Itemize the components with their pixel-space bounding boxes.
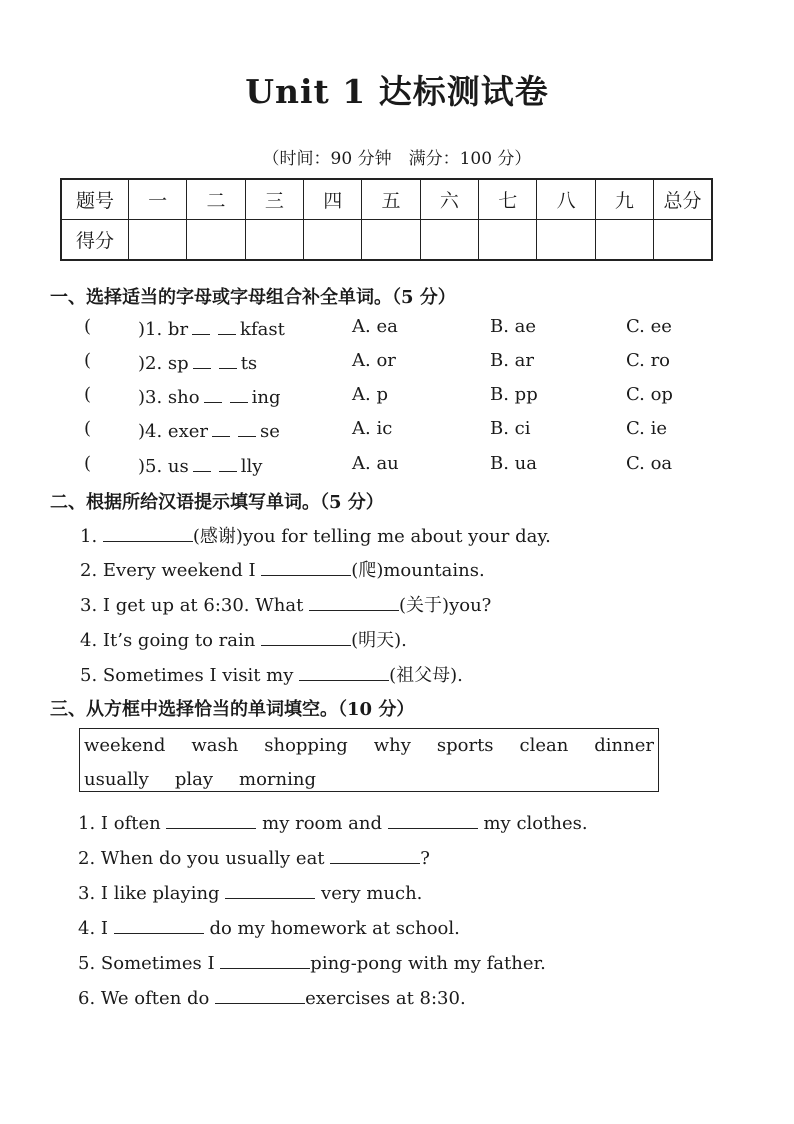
score-input-cell[interactable] (537, 220, 595, 261)
score-table-cell: 二 (187, 179, 245, 220)
word-blank[interactable] (309, 592, 399, 611)
word-bank-word: sports (436, 735, 494, 756)
score-table-cell: 九 (595, 179, 653, 220)
option-a: A. au (352, 453, 399, 474)
option-b: B. ua (490, 453, 537, 474)
score-input-cell[interactable] (129, 220, 187, 261)
score-table-cell: 四 (304, 179, 362, 220)
section2-item: 4. It’s going to rain (明天). (80, 626, 407, 652)
option-a: A. ic (352, 418, 393, 439)
option-a: A. or (352, 350, 396, 371)
word-bank-row (84, 735, 654, 756)
score-input-cell[interactable] (187, 220, 245, 261)
answer-paren[interactable]: ( (84, 418, 92, 439)
score-table (60, 178, 713, 261)
word-bank-word: shopping (264, 735, 348, 756)
word-blank[interactable] (114, 915, 204, 934)
section3-item: 2. When do you usually eat ? (78, 845, 430, 869)
option-c: C. ee (626, 316, 672, 337)
word-blank[interactable] (261, 627, 351, 646)
score-input-cell[interactable] (654, 220, 712, 261)
option-b: B. ae (490, 316, 537, 337)
letter-blank[interactable] (238, 418, 256, 437)
score-table-cell: 总分 (654, 179, 712, 220)
word-blank[interactable] (166, 810, 256, 829)
option-c: C. oa (626, 453, 673, 474)
option-b: B. ci (490, 418, 531, 439)
letter-blank[interactable] (193, 350, 211, 369)
score-table-cell: 八 (537, 179, 595, 220)
score-input-cell[interactable] (245, 220, 303, 261)
score-input-cell[interactable] (595, 220, 653, 261)
letter-blank[interactable] (230, 384, 248, 403)
section2-heading: 二、根据所给汉语提示填写单词。（5 分） (50, 492, 384, 513)
letter-blank[interactable] (219, 453, 237, 472)
word-blank[interactable] (299, 662, 389, 681)
question-stem: )4. exer se (138, 418, 280, 442)
word-bank-word: dinner (594, 735, 654, 756)
word-blank[interactable] (261, 557, 351, 576)
section2-item: 2. Every weekend I (爬)mountains. (80, 556, 485, 582)
question-stem: )3. sho ing (138, 384, 280, 408)
word-blank[interactable] (215, 985, 305, 1004)
option-c: C. op (626, 384, 673, 405)
score-table-cell: 题号 (61, 179, 129, 220)
section3-item: 6. We often do exercises at 8:30. (78, 985, 466, 1009)
score-table-cell: 得分 (61, 220, 129, 261)
word-bank-word: usually (84, 769, 149, 790)
word-bank-word: weekend (84, 735, 166, 756)
word-bank-word: morning (239, 769, 317, 790)
score-input-cell[interactable] (479, 220, 537, 261)
answer-paren[interactable]: ( (84, 316, 92, 337)
word-bank-row (84, 769, 654, 790)
score-input-cell[interactable] (420, 220, 478, 261)
option-b: B. ar (490, 350, 535, 371)
score-table-cell: 五 (362, 179, 420, 220)
option-b: B. pp (490, 384, 538, 405)
page-subtitle: （时间：90 分钟 满分：100 分） (262, 149, 532, 169)
score-table-cell: 三 (245, 179, 303, 220)
option-c: C. ro (626, 350, 671, 371)
section3-item: 5. Sometimes I ping-pong with my father. (78, 950, 546, 974)
question-stem: )1. br kfast (138, 316, 285, 340)
question-stem: )2. sp ts (138, 350, 257, 374)
option-a: A. ea (352, 316, 398, 337)
section1-heading: 一、选择适当的字母或字母组合补全单词。（5 分） (50, 287, 456, 308)
section3-heading: 三、从方框中选择恰当的单词填空。（10 分） (50, 699, 415, 720)
answer-paren[interactable]: ( (84, 350, 92, 371)
section3-item: 4. I do my homework at school. (78, 915, 460, 939)
word-blank[interactable] (225, 880, 315, 899)
score-table-score-row (61, 220, 712, 261)
letter-blank[interactable] (192, 316, 210, 335)
section3-item: 1. I often my room and my clothes. (78, 810, 588, 834)
score-input-cell[interactable] (304, 220, 362, 261)
letter-blank[interactable] (218, 316, 236, 335)
score-table-header-row (61, 179, 712, 220)
option-c: C. ie (626, 418, 667, 439)
answer-paren[interactable]: ( (84, 384, 92, 405)
word-blank[interactable] (330, 845, 420, 864)
word-bank-word: play (174, 769, 214, 790)
answer-paren[interactable]: ( (84, 453, 92, 474)
score-table-cell: 七 (479, 179, 537, 220)
section2-item: 1. (感谢)you for telling me about your day. (80, 522, 551, 548)
word-bank-word: wash (191, 735, 239, 756)
option-a: A. p (352, 384, 388, 405)
score-input-cell[interactable] (362, 220, 420, 261)
word-bank-word: clean (519, 735, 569, 756)
score-table-cell: 一 (129, 179, 187, 220)
letter-blank[interactable] (212, 418, 230, 437)
question-stem: )5. us lly (138, 453, 262, 477)
word-blank[interactable] (388, 810, 478, 829)
score-table-cell: 六 (420, 179, 478, 220)
section3-item: 3. I like playing very much. (78, 880, 422, 904)
section2-item: 3. I get up at 6:30. What (关于)you? (80, 591, 491, 617)
section2-item: 5. Sometimes I visit my (祖父母). (80, 661, 463, 687)
word-bank-word: why (373, 735, 411, 756)
letter-blank[interactable] (219, 350, 237, 369)
letter-blank[interactable] (204, 384, 222, 403)
letter-blank[interactable] (193, 453, 211, 472)
page-title: Unit 1 达标测试卷 (245, 72, 549, 111)
word-bank-box (79, 728, 659, 792)
word-blank[interactable] (103, 523, 193, 542)
word-blank[interactable] (220, 950, 310, 969)
